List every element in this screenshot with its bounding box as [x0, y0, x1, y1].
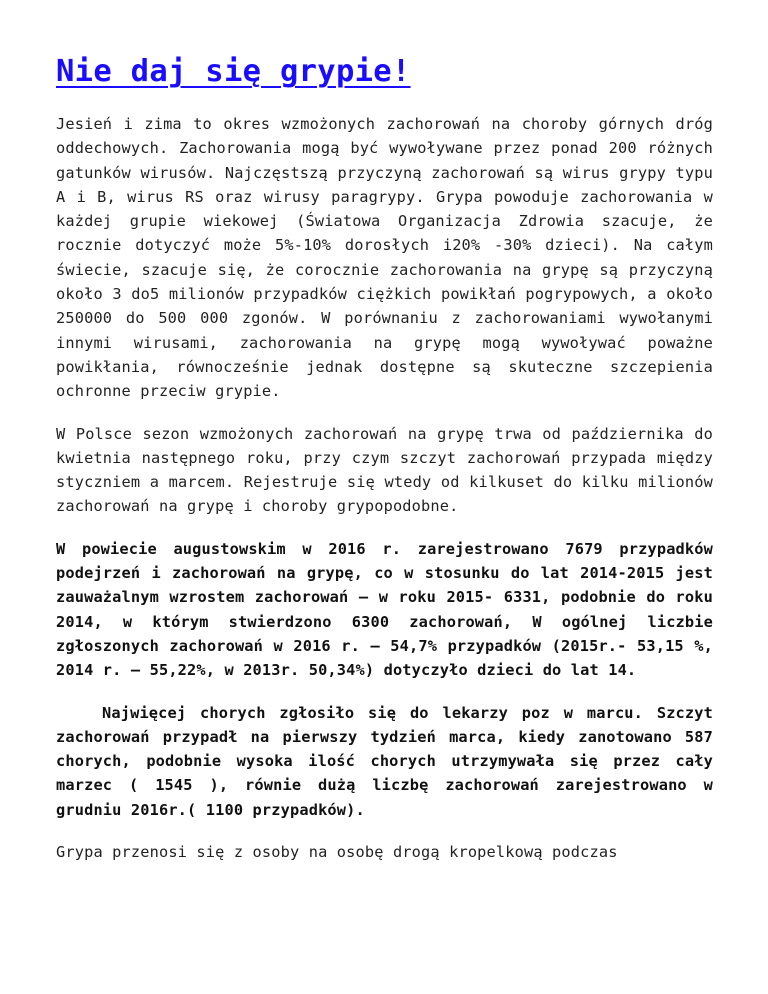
paragraph-transmission: Grypa przenosi się z osoby na osobę drogą kropelkową podczas [56, 843, 618, 862]
article-title-link[interactable]: Nie daj się grypie! [56, 54, 411, 89]
paragraph-season-poland: W Polsce sezon wzmożonych zachorowań na grypę trwa od października do kwietnia następnego roku, przy czym szczyt zachorowań przypada między styczniem a marcem. Rejestruje się wtedy od kilkuset do kilku milionów zachorowań na grypę i choroby grypopodobne. [56, 424, 713, 516]
article [56, 52, 713, 882]
paragraph-intro: Jesień i zima to okres wzmożonych zachorowań na choroby górnych dróg oddechowych. Zachorowania mogą być wywoływane przez ponad 200 różnych gatunków wirusów. Najczęstszą przyczyną zachorowań są wirus grypy typu A i B, wirus RS oraz wirusy paragrypy. Grypa powoduje zachorowania w każdej grupie wiekowej (Światowa Organizacja Zdrowia szacuje, że rocznie dotyczyć może 5%-10% dorosłych i20% -30% dzieci). Na całym świecie, szacuje się, że corocznie zachorowania na grypę są przyczyną około 3 do5 milionów przypadków ciężkich powikłań pogrypowych, a około 250000 do 500 000 zgonów. W porównaniu z zachorowaniami wywołanymi innymi wirusami, zachorowania na grypę mogą wywoływać poważne powikłania, równocześnie jednak dostępne są skuteczne szczepienia ochronne przeciw grypie. [56, 115, 713, 401]
paragraph-peak-march: Najwięcej chorych zgłosiło się do lekarzy poz w marcu. Szczyt zachorowań przypadł na pierwszy tydzień marca, kiedy zanotowano 587 chorych, podobnie wysoka ilość chorych utrzymywała się przez cały marzec ( 1545 ), równie dużą liczbę zachorowań zarejestrowano w grudniu 2016r.( 1100 przypadków). [56, 703, 713, 819]
paragraph-augustow-statistics: W powiecie augustowskim w 2016 r. zarejestrowano 7679 przypadków podejrzeń i zachorowań na grypę, co w stosunku do lat 2014-2015 jest zauważalnym wzrostem zachorowań – w roku 2015- 6331, podobnie do roku 2014, w którym stwierdzono 6300 zachorowań, W ogólnej liczbie zgłoszonych zachorowań w 2016 r. – 54,7% przypadków (2015r.- 53,15 %, 2014 r. – 55,22%, w 2013r. 50,34%) dotyczyło dzieci do lat 14. [56, 539, 713, 680]
